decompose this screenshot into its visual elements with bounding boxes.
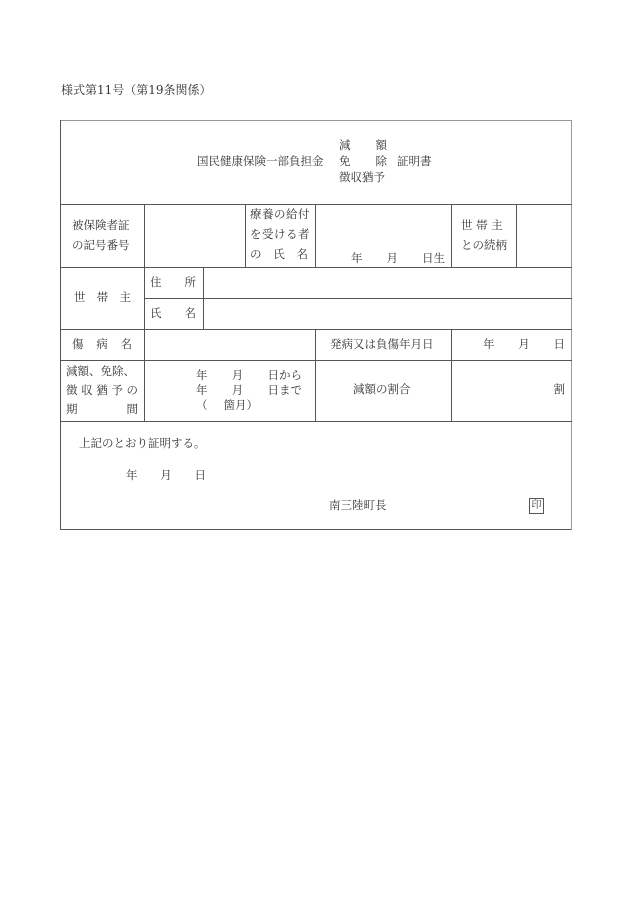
label-char: 住 (150, 275, 162, 289)
date-month: 月 (231, 368, 244, 382)
title-char: 免 (339, 154, 351, 168)
label-char: 傷 (72, 337, 84, 351)
name-label (150, 308, 196, 320)
label-char: 収 (81, 383, 93, 397)
title-suffix: 証明書 (397, 154, 432, 168)
label-char: の (250, 247, 262, 261)
recipient-label: 療養の給付 (250, 207, 310, 221)
col-divider (245, 204, 246, 267)
date-year: 年 (196, 368, 208, 382)
table-border-top (60, 120, 572, 121)
label-char: 猶 (96, 383, 108, 397)
months-unit: 箇月） (223, 398, 258, 412)
label-char: 帯 (96, 290, 109, 304)
date-month: 月 (160, 468, 172, 482)
ratio-unit: 割 (553, 382, 565, 396)
table-border-left (60, 120, 61, 530)
date-day: 日 (553, 337, 565, 351)
birthdate (351, 253, 445, 265)
date-year: 年 (196, 383, 208, 397)
label-char: 病 (96, 337, 108, 351)
householder-address-field[interactable] (204, 268, 571, 298)
reduction-ratio-field[interactable] (452, 361, 571, 421)
onset-date (483, 339, 565, 351)
label-char: 氏 (273, 247, 285, 261)
certification-statement: 上記のとおり証明する。 (79, 436, 206, 450)
period-from (196, 370, 302, 382)
title-option-genbaku (339, 140, 387, 152)
label-char: 氏 (150, 306, 162, 320)
col-divider (451, 329, 452, 360)
recipient-label-2: を受ける者 (250, 227, 310, 241)
date-month: 月 (518, 337, 530, 351)
label-char: 間 (126, 402, 138, 416)
onset-date-label: 発病又は負傷年月日 (330, 337, 434, 351)
date-year: 年 (126, 468, 138, 482)
col-divider (315, 329, 316, 360)
col-divider (144, 360, 145, 421)
householder-name-field[interactable] (204, 299, 571, 329)
issuer-name: 南三陸町長 (329, 498, 387, 512)
table-border-right (571, 120, 572, 530)
date-day: 日生 (422, 251, 445, 265)
title-option-yuyo: 徴収猶予 (339, 170, 385, 184)
label-char: 名 (184, 306, 196, 320)
col-divider (144, 267, 145, 329)
relation-field[interactable] (517, 205, 571, 267)
date-year: 年 (483, 337, 495, 351)
title-char: 減 (339, 138, 351, 152)
period-to (196, 385, 302, 397)
col-divider (451, 204, 452, 267)
relation-label: 世 帯 主 (461, 218, 503, 232)
title-option-menjo (339, 156, 387, 168)
label-char: 主 (119, 290, 131, 304)
title-char: 額 (375, 138, 387, 152)
label-char: 名 (296, 247, 308, 261)
table-border-bottom (60, 529, 572, 530)
date-day: 日 (194, 468, 206, 482)
period-label-3 (66, 404, 138, 416)
label-char: 予 (111, 383, 123, 397)
label-char: 期 (66, 402, 78, 416)
reduction-ratio-label: 減額の割合 (353, 382, 411, 396)
period-months (196, 400, 258, 412)
paren-open: （ (196, 398, 208, 412)
certification-date (126, 470, 206, 482)
insured-card-label-2: の記号番号 (72, 238, 130, 252)
householder-label (74, 292, 131, 304)
date-year: 年 (351, 251, 363, 265)
date-month: 月 (231, 383, 244, 397)
relation-label-2: との続柄 (461, 238, 507, 252)
label-char: 所 (184, 275, 196, 289)
label-char: 世 (74, 290, 86, 304)
seal-mark-icon: 印 (529, 498, 544, 514)
label-char: 徴 (66, 383, 78, 397)
injury-label (72, 339, 132, 351)
col-divider (315, 360, 316, 421)
form-number: 様式第11号（第19条関係） (61, 83, 212, 97)
date-day: 日から (267, 368, 302, 382)
row-divider (60, 329, 572, 330)
recipient-label-3 (250, 249, 308, 261)
period-label-1: 減額、免除、 (66, 364, 135, 378)
title-main: 国民健康保険一部負担金 (197, 154, 324, 168)
title-char: 除 (375, 154, 387, 168)
insured-card-label: 被保険者証 (72, 218, 130, 232)
label-char: の (126, 383, 138, 397)
label-char: 名 (120, 337, 132, 351)
date-day: 日まで (267, 383, 302, 397)
address-label (150, 277, 196, 289)
row-divider (60, 421, 572, 422)
date-month: 月 (386, 251, 398, 265)
insured-card-number-field[interactable] (145, 205, 245, 267)
injury-name-field[interactable] (145, 330, 315, 360)
period-label-2 (66, 385, 138, 397)
